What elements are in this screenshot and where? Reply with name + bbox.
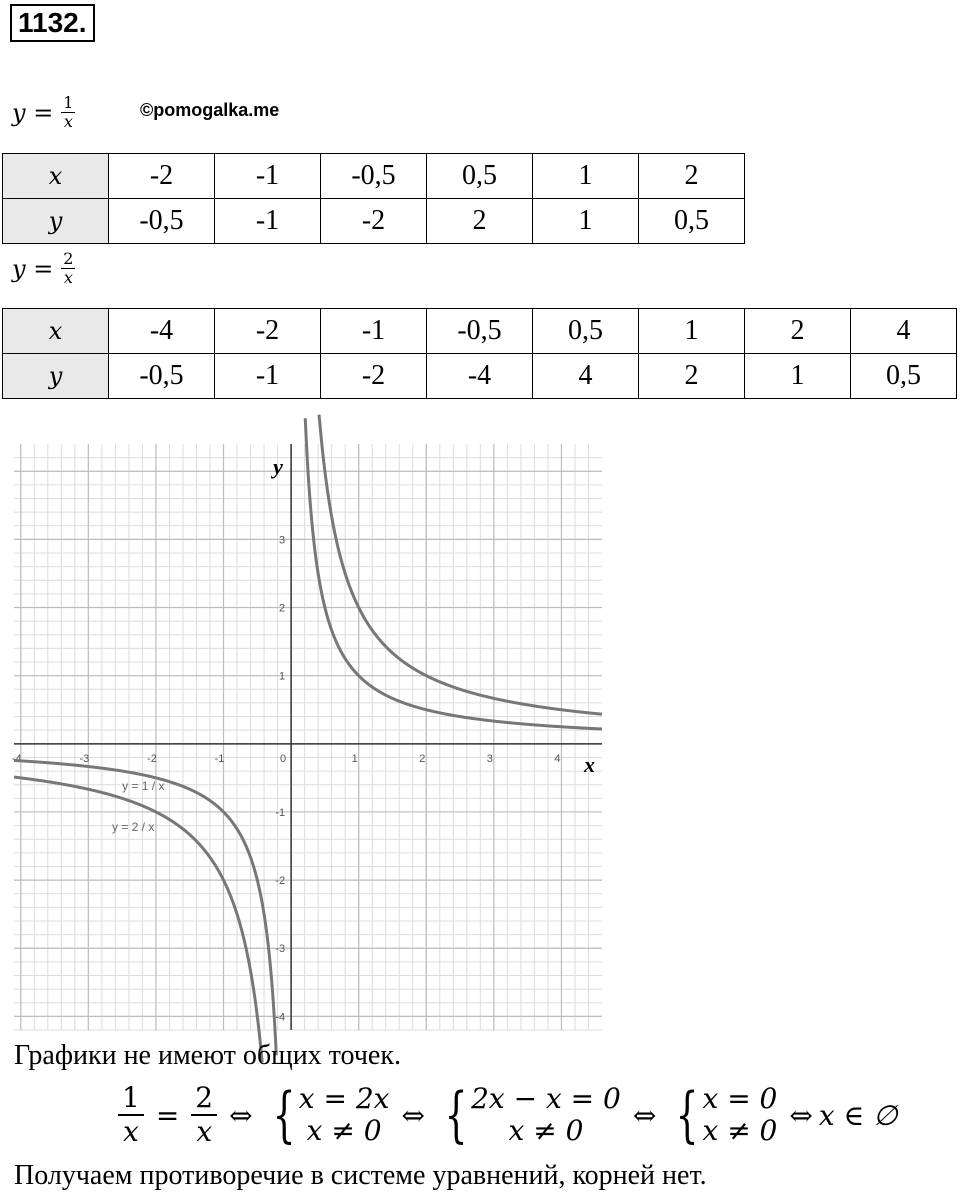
y-tick-label: 2 (278, 602, 286, 615)
y-tick-label: -3 (275, 943, 286, 956)
hyperbola-graph (11, 444, 602, 1030)
table-cell-y: 2 (639, 354, 745, 399)
curve-label-1-over-x: y = 1 / x (122, 779, 165, 794)
table-cell-x: -0,5 (321, 154, 427, 199)
table-cell-y: -2 (321, 354, 427, 399)
table-cell-y: -0,5 (109, 354, 215, 399)
iff-symbol: ⇔ (632, 1098, 657, 1132)
formula-2-lhs: y = (12, 254, 54, 283)
table-cell-y: 0,5 (851, 354, 957, 399)
values-table-1 (2, 153, 745, 244)
table-cell-x: -1 (321, 309, 427, 354)
formula-2-fraction (61, 250, 75, 287)
table-row-y (3, 354, 957, 399)
table-header-y: y (3, 199, 109, 244)
table-cell-y: 1 (533, 199, 639, 244)
y-tick-label: -4 (275, 1011, 286, 1024)
system-3-line-2: x ≠ 0 (702, 1114, 778, 1147)
x-tick-label: 0 (280, 752, 287, 765)
table-cell-y: -4 (427, 354, 533, 399)
table-cell-y: 0,5 (639, 199, 745, 244)
table-cell-x: -1 (215, 154, 321, 199)
y-tick-label: -2 (275, 875, 286, 888)
table-cell-x: 0,5 (533, 309, 639, 354)
table-cell-y: -2 (321, 199, 427, 244)
x-tick-label: -1 (214, 752, 225, 765)
equation-lhs-numerator: 1 (118, 1082, 144, 1116)
system-brace: { (272, 1080, 296, 1150)
system-brace: { (444, 1080, 468, 1150)
equation-result: x ∈ ∅ (818, 1098, 898, 1132)
final-text: Получаем противоречие в системе уравнений, корней нет. (14, 1160, 707, 1191)
equation-lhs-fraction (118, 1082, 144, 1148)
curve-label-2-over-x: y = 2 / x (112, 820, 155, 835)
system-2-line-2: x ≠ 0 (508, 1114, 584, 1147)
system-3-line-1: x = 0 (702, 1082, 778, 1115)
iff-symbol: ⇔ (789, 1098, 813, 1132)
equals-sign: = (155, 1098, 180, 1132)
equation-rhs-denominator: x (196, 1115, 213, 1148)
x-tick-label: 2 (419, 752, 426, 765)
formula-1-numerator: 1 (63, 93, 74, 112)
formula-1-denominator: x (63, 112, 73, 131)
table-cell-x: 2 (745, 309, 851, 354)
table-row-y (3, 199, 745, 244)
system-2 (437, 1080, 621, 1150)
y-tick-label: 1 (278, 670, 286, 683)
table-cell-x: 1 (639, 309, 745, 354)
formula-2-numerator: 2 (63, 249, 74, 268)
table-cell-y: -1 (215, 354, 321, 399)
system-1 (265, 1080, 390, 1150)
equation-lhs-denominator: x (123, 1115, 139, 1148)
table-cell-x: 4 (851, 309, 957, 354)
table-cell-y: 1 (745, 354, 851, 399)
table-cell-y: -0,5 (109, 199, 215, 244)
table-cell-x: -4 (109, 309, 215, 354)
iff-symbol: ⇔ (401, 1098, 425, 1132)
curve-2-over-x (319, 415, 602, 715)
formula-2 (12, 250, 75, 287)
x-tick-label: -4 (11, 752, 22, 765)
formula-1 (12, 94, 75, 131)
system-1-line-1: x = 2x (298, 1082, 390, 1115)
formula-2-denominator: x (63, 268, 73, 287)
system-1-line-2: x ≠ 0 (306, 1114, 382, 1147)
y-tick-label: -1 (275, 806, 286, 819)
table-cell-y: 2 (427, 199, 533, 244)
table-row-x (3, 154, 745, 199)
x-axis-label: x (584, 751, 595, 777)
formula-1-lhs: y = (12, 98, 54, 127)
x-tick-label: -3 (79, 752, 90, 765)
equation-rhs-numerator: 2 (191, 1082, 217, 1116)
system-2-line-1: 2x − x = 0 (471, 1082, 621, 1115)
table-cell-x: 1 (533, 154, 639, 199)
system-brace: { (675, 1080, 699, 1150)
table-row-x (3, 309, 957, 354)
values-table-2 (2, 308, 957, 399)
table-cell-x: 0,5 (427, 154, 533, 199)
watermark: ©pomogalka.me (140, 100, 280, 120)
table-header-x: x (3, 154, 109, 199)
table-cell-x: -2 (109, 154, 215, 199)
table-cell-x: -2 (215, 309, 321, 354)
table-header-x: x (3, 309, 109, 354)
system-3 (668, 1080, 778, 1150)
x-tick-label: -2 (147, 752, 157, 765)
conclusion-text: Графики не имеют общих точек. (14, 1040, 401, 1071)
equation-chain (112, 1082, 898, 1148)
y-axis-label: y (273, 454, 283, 479)
x-tick-label: 1 (351, 752, 358, 765)
table-cell-x: -0,5 (427, 309, 533, 354)
table-header-y: y (3, 354, 109, 399)
iff-symbol: ⇔ (229, 1098, 253, 1132)
problem-number: 1132. (10, 4, 95, 42)
table-cell-x: 2 (639, 154, 745, 199)
x-tick-label: 4 (554, 752, 561, 765)
x-tick-label: 3 (486, 752, 493, 765)
table-cell-y: 4 (533, 354, 639, 399)
table-cell-y: -1 (215, 199, 321, 244)
formula-1-fraction (61, 94, 75, 131)
y-tick-label: 3 (278, 534, 286, 547)
equation-rhs-fraction (191, 1082, 217, 1148)
